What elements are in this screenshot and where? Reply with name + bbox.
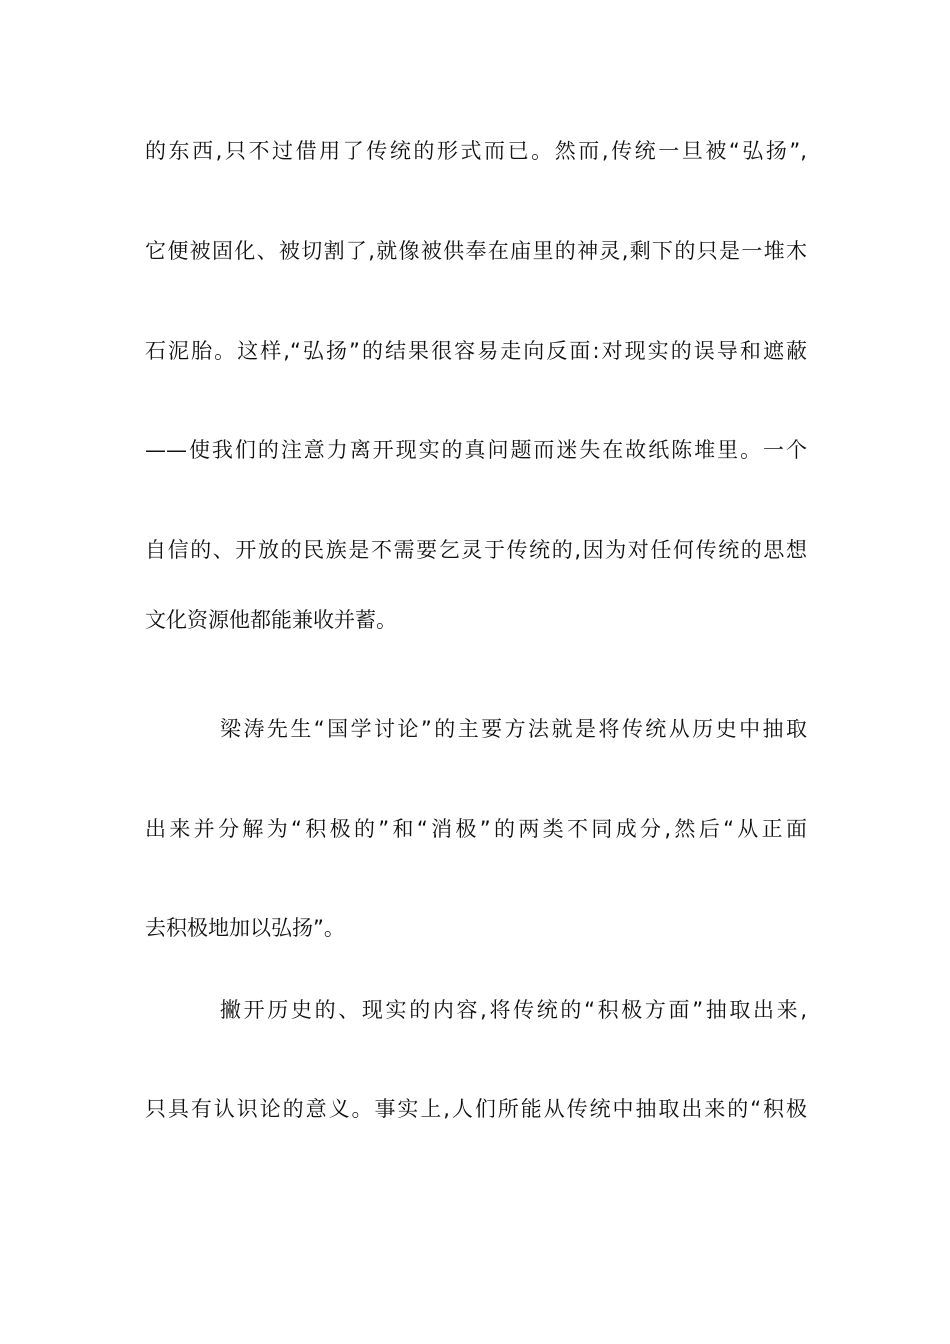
text-line: 出来并分解为“积极的”和“消极”的两类不同成分,然后“从正面 [145, 817, 807, 841]
text-line: 只具有认识论的意义。事实上,人们所能从传统中抽取出来的“积极 [145, 1097, 807, 1121]
text-line: ——使我们的注意力离开现实的真问题而迷失在故纸陈堆里。一个 [145, 438, 807, 462]
text-line: 的东西,只不过借用了传统的形式而已。然而,传统一旦被“弘扬”, [145, 139, 807, 163]
paragraph-first-line: 梁涛先生“国学讨论”的主要方法就是将传统从历史中抽取 [220, 717, 807, 741]
text-line: 文化资源他都能兼收并蓄。 [145, 608, 397, 632]
text-line: 石泥胎。这样,“弘扬”的结果很容易走向反面:对现实的误导和遮蔽 [145, 339, 807, 363]
paragraph-first-line: 撇开历史的、现实的内容,将传统的“积极方面”抽取出来, [220, 998, 807, 1022]
text-line: 去积极地加以弘扬”。 [145, 916, 345, 940]
text-line: 自信的、开放的民族是不需要乞灵于传统的,因为对任何传统的思想 [145, 538, 807, 562]
text-line: 它便被固化、被切割了,就像被供奉在庙里的神灵,剩下的只是一堆木 [145, 239, 807, 263]
